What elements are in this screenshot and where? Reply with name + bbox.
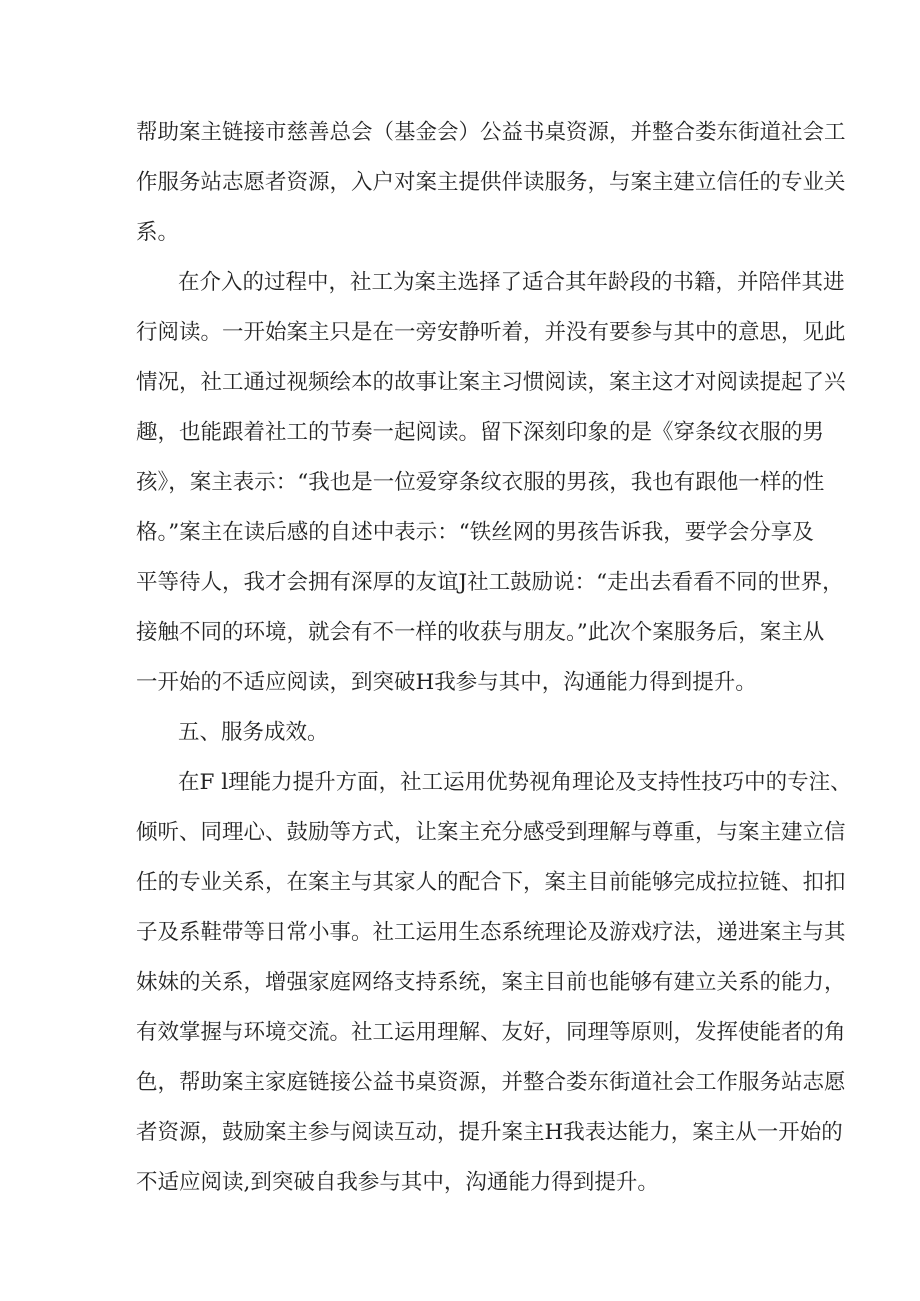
paragraph-2-line-4: 趣，也能跟着社工的节奏一起阅读。留下深刻印象的是《穿条纹衣服的男	[136, 420, 825, 445]
paragraph-3-line-7: 色，帮助案主家庭链接公益书桌资源，并整合娄东街道社会工作服务站志愿	[136, 1070, 846, 1095]
paragraph-1-line-1: 帮助案主链接市慈善总会（基金会）公益书桌资源，并整合娄东街道社会工	[136, 120, 846, 145]
paragraph-2-line-8: 接触不同的环境，就会有不一样的收获与朋友。”此次个案服务后，案主从	[136, 620, 825, 645]
paragraph-3-line-9: 不适应阅读,到突破自我参与其中，沟通能力得到提升。	[136, 1170, 659, 1195]
paragraph-2-line-6: 格。”案主在读后感的自述中表示：“铁丝网的男孩告诉我，要学会分享及	[136, 520, 814, 545]
paragraph-2-line-2: 行阅读。一开始案主只是在一旁安静听着，并没有要参与其中的意思，见此	[136, 320, 846, 345]
paragraph-3-line-2: 倾听、同理心、鼓励等方式，让案主充分感受到理解与尊重，与案主建立信	[136, 820, 846, 845]
paragraph-2-line-3: 情况，社工通过视频绘本的故事让案主习惯阅读，案主这才对阅读提起了兴	[136, 370, 846, 395]
paragraph-3-line-4: 子及系鞋带等日常小事。社工运用生态系统理论及游戏疗法，递进案主与其	[136, 920, 846, 945]
paragraph-2-line-7: 平等待人，我才会拥有深厚的友谊J社工鼓励说：“走出去看看不同的世界，	[136, 570, 844, 595]
paragraph-1-line-2: 作服务站志愿者资源，入户对案主提供伴读服务，与案主建立信任的专业关	[136, 170, 846, 195]
paragraph-2-line-5: 孩》，案主表示：“我也是一位爱穿条纹衣服的男孩，我也有跟他一样的性	[136, 470, 825, 495]
paragraph-3-line-1: 在F l理能力提升方面，社工运用优势视角理论及支持性技巧中的专注、	[178, 770, 852, 795]
section-heading: 五、服务成效。	[178, 720, 329, 745]
paragraph-2-line-1: 在介入的过程中，社工为案主选择了适合其年龄段的书籍，并陪伴其进	[178, 270, 845, 295]
paragraph-3-line-6: 有效掌握与环境交流。社工运用理解、友好，同理等原则，发挥使能者的角	[136, 1020, 846, 1045]
paragraph-1-line-3: 系。	[136, 220, 180, 245]
paragraph-2-line-9: 一开始的不适应阅读，到突破H我参与其中，沟通能力得到提升。	[136, 670, 757, 695]
paragraph-3-line-5: 妹妹的关系，增强家庭网络支持系统，案主目前也能够有建立关系的能力，	[136, 970, 846, 995]
paragraph-3-line-8: 者资源，鼓励案主参与阅读互动，提升案主H我表达能力，案主从一开始的	[136, 1120, 843, 1145]
paragraph-3-line-3: 任的专业关系，在案主与其家人的配合下，案主目前能够完成拉拉链、扣扣	[136, 870, 846, 895]
